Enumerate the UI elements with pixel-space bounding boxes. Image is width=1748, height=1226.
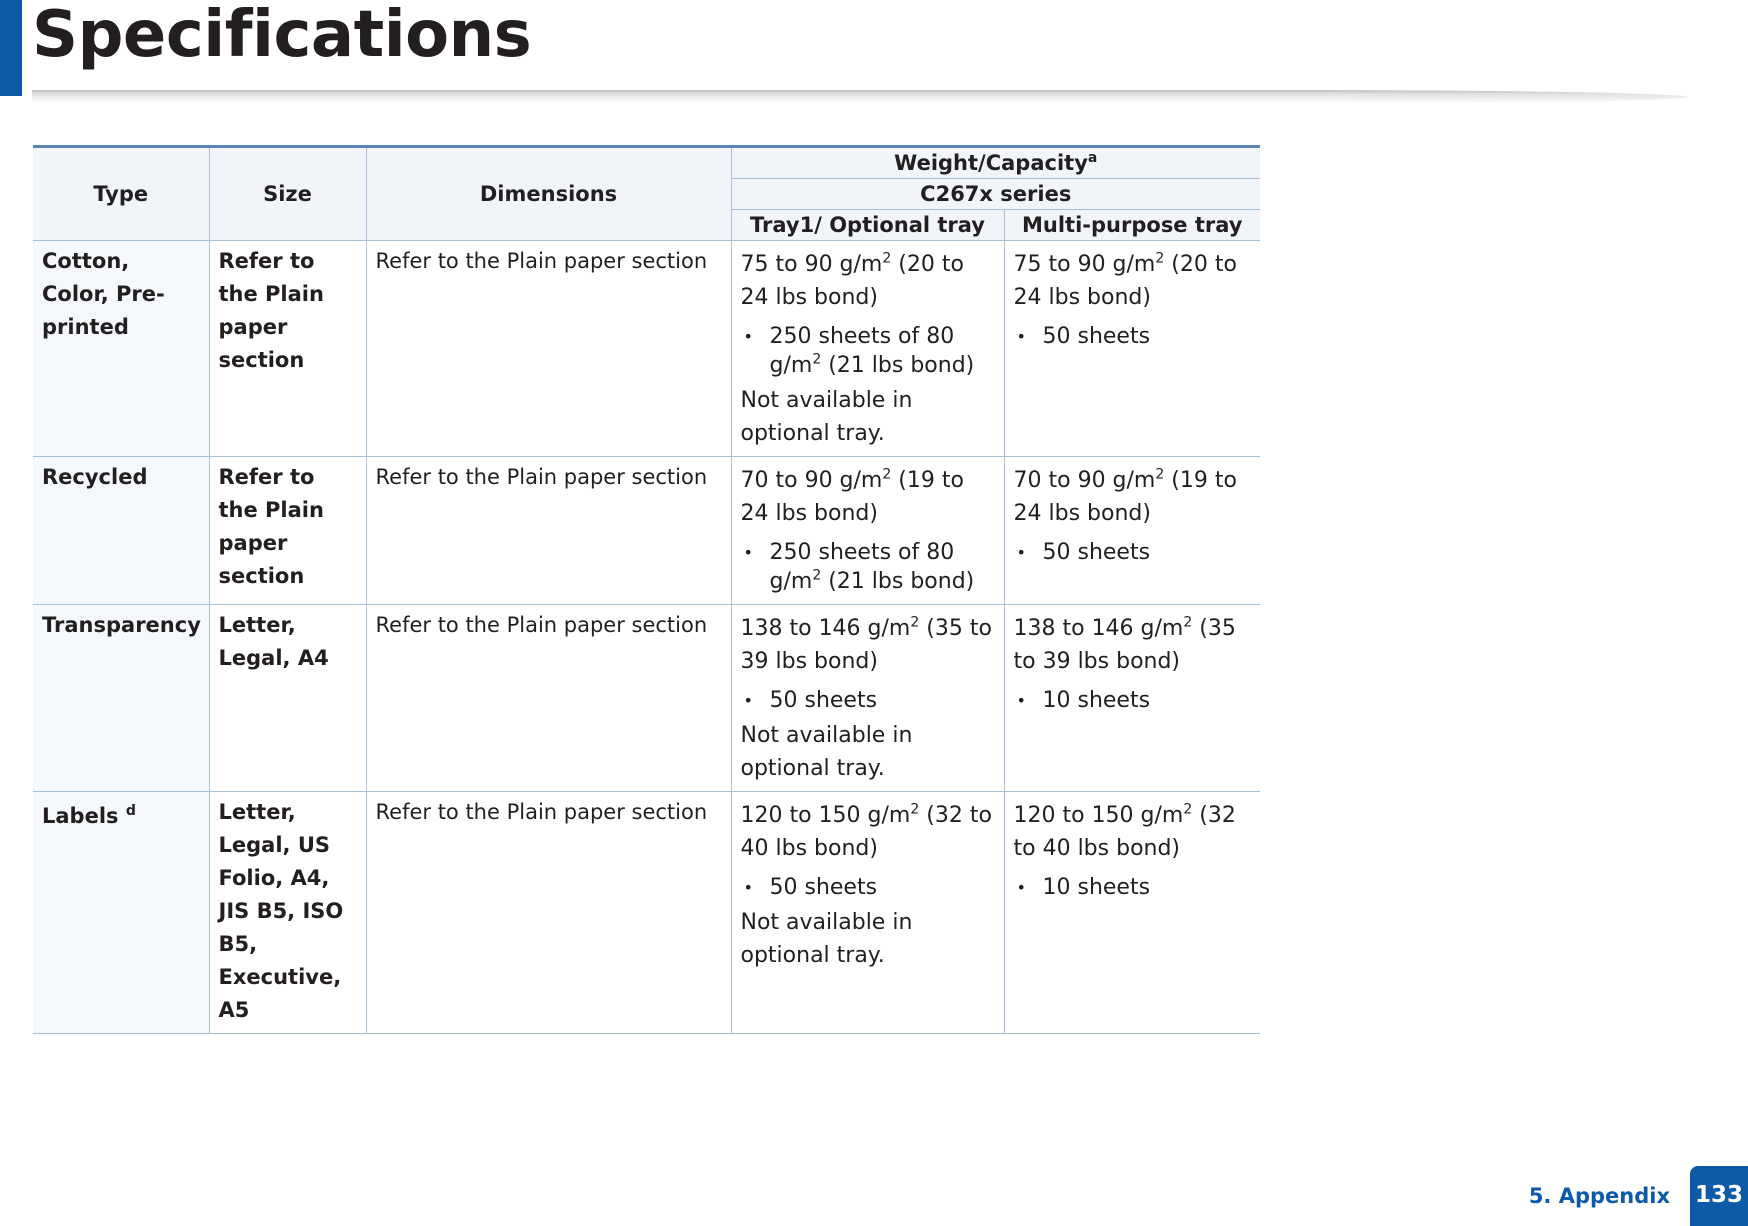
- tray1-weight-value: 75 to 90 g/m: [740, 252, 883, 277]
- header-mp-tray: Multi-purpose tray: [1004, 210, 1260, 241]
- mp-weight-bond: (19 to 24 lbs bond): [1013, 468, 1237, 526]
- header-dimensions: Dimensions: [366, 147, 731, 241]
- cell-tray1: [731, 457, 1004, 605]
- header-weight-capacity-label: Weight/Capacity: [894, 151, 1088, 175]
- header-series: C267x series: [731, 179, 1260, 210]
- exponent: 2: [910, 614, 920, 631]
- exponent: 2: [1183, 614, 1193, 631]
- mp-weight-bond: (32 to 40 lbs bond): [1013, 803, 1236, 861]
- cell-type: [33, 792, 209, 1034]
- exponent: 2: [882, 466, 892, 483]
- header-weight-capacity: [731, 147, 1260, 179]
- table-row: [33, 792, 1260, 1034]
- tray1-capacity: 250 sheets of 80 g/m: [769, 540, 955, 594]
- tray1-capacity-bond: (21 lbs bond): [821, 353, 975, 378]
- cell-size: Refer to the Plain paper section: [209, 457, 366, 605]
- tray1-weight: [741, 799, 995, 865]
- exponent: 2: [1183, 801, 1193, 818]
- tray1-weight: [741, 248, 995, 314]
- tray1-capacity-list: [741, 873, 995, 902]
- type-label: Labels: [42, 804, 119, 828]
- exponent: 2: [882, 250, 892, 267]
- tray1-weight-value: 120 to 150 g/m: [740, 803, 911, 828]
- mp-weight: [1014, 799, 1252, 865]
- mp-weight: [1014, 248, 1252, 314]
- tray1-capacity-bond: (21 lbs bond): [821, 569, 975, 594]
- tray1-weight-value: 70 to 90 g/m: [740, 468, 883, 493]
- list-item: [741, 538, 995, 596]
- cell-dimensions: Refer to the Plain paper section: [366, 457, 731, 605]
- title-accent-bar: [0, 0, 22, 96]
- mp-capacity-list: [1014, 538, 1252, 567]
- mp-weight: [1014, 612, 1252, 678]
- tray1-weight-value: 138 to 146 g/m: [740, 616, 911, 641]
- exponent: 2: [812, 351, 822, 368]
- cell-size: Letter, Legal, A4: [209, 605, 366, 792]
- tray1-weight-bond: (19 to 24 lbs bond): [740, 468, 964, 526]
- cell-size: Letter, Legal, US Folio, A4, JIS B5, ISO B5, Executive, A5: [209, 792, 366, 1034]
- list-item: [741, 322, 995, 380]
- tray1-capacity-list: [741, 686, 995, 715]
- cell-dimensions: Refer to the Plain paper section: [366, 605, 731, 792]
- cell-tray1: [731, 792, 1004, 1034]
- mp-capacity-list: [1014, 873, 1252, 902]
- cell-mp-tray: [1004, 457, 1260, 605]
- cell-type: [33, 605, 209, 792]
- cell-mp-tray: [1004, 792, 1260, 1034]
- tray1-note: Not available in optional tray.: [740, 723, 913, 781]
- mp-weight-value: 138 to 146 g/m: [1013, 616, 1184, 641]
- table-header: [33, 147, 1260, 241]
- table-row: [33, 457, 1260, 605]
- cell-mp-tray: [1004, 241, 1260, 457]
- exponent: 2: [812, 567, 822, 584]
- mp-weight-bond: (35 to 39 lbs bond): [1013, 616, 1236, 674]
- mp-capacity-list: [1014, 322, 1252, 351]
- table-row: [33, 241, 1260, 457]
- tray1-weight: [741, 464, 995, 530]
- list-item: • 50 sheets: [1014, 322, 1252, 351]
- header-type: Type: [33, 147, 209, 241]
- cell-tray1: [731, 241, 1004, 457]
- cell-tray1: [731, 605, 1004, 792]
- header-size: Size: [209, 147, 366, 241]
- list-item: • 10 sheets: [1014, 686, 1252, 715]
- mp-capacity-list: [1014, 686, 1252, 715]
- header-tray1: Tray1/ Optional tray: [731, 210, 1004, 241]
- tray1-note: Not available in optional tray.: [740, 388, 913, 446]
- title-rule: [32, 90, 1687, 104]
- list-item: • 50 sheets: [741, 686, 995, 715]
- mp-weight-value: 70 to 90 g/m: [1013, 468, 1156, 493]
- exponent: 2: [1155, 466, 1165, 483]
- tray1-weight-bond: (32 to 40 lbs bond): [740, 803, 992, 861]
- table-row: [33, 605, 1260, 792]
- mp-weight: [1014, 464, 1252, 530]
- cell-type: [33, 241, 209, 457]
- page-number: 133: [1690, 1166, 1748, 1226]
- tray1-weight-bond: (35 to 39 lbs bond): [740, 616, 992, 674]
- tray1-capacity-list: [741, 322, 995, 380]
- mp-weight-bond: (20 to 24 lbs bond): [1013, 252, 1237, 310]
- page-title: Specifications: [32, 0, 532, 72]
- mp-weight-value: 120 to 150 g/m: [1013, 803, 1184, 828]
- footnote-marker: a: [1087, 150, 1098, 166]
- cell-dimensions: Refer to the Plain paper section: [366, 792, 731, 1034]
- cell-type: [33, 457, 209, 605]
- type-label: Transparency: [42, 613, 201, 637]
- cell-dimensions: Refer to the Plain paper section: [366, 241, 731, 457]
- tray1-weight-bond: (20 to 24 lbs bond): [740, 252, 964, 310]
- cell-mp-tray: [1004, 605, 1260, 792]
- list-item: • 10 sheets: [1014, 873, 1252, 902]
- type-label: Recycled: [42, 465, 148, 489]
- list-item: • 50 sheets: [741, 873, 995, 902]
- specifications-table: [33, 145, 1260, 1034]
- exponent: 2: [1155, 250, 1165, 267]
- cell-size: Refer to the Plain paper section: [209, 241, 366, 457]
- exponent: 2: [910, 801, 920, 818]
- tray1-capacity: 250 sheets of 80 g/m: [769, 324, 955, 378]
- footer-section-label: 5. Appendix: [1528, 1184, 1670, 1208]
- list-item: • 50 sheets: [1014, 538, 1252, 567]
- tray1-weight: [741, 612, 995, 678]
- tray1-note: Not available in optional tray.: [740, 910, 913, 968]
- tray1-capacity-list: [741, 538, 995, 596]
- footnote-marker: d: [125, 803, 136, 819]
- type-label: Cotton, Color, Pre-printed: [42, 249, 165, 339]
- mp-weight-value: 75 to 90 g/m: [1013, 252, 1156, 277]
